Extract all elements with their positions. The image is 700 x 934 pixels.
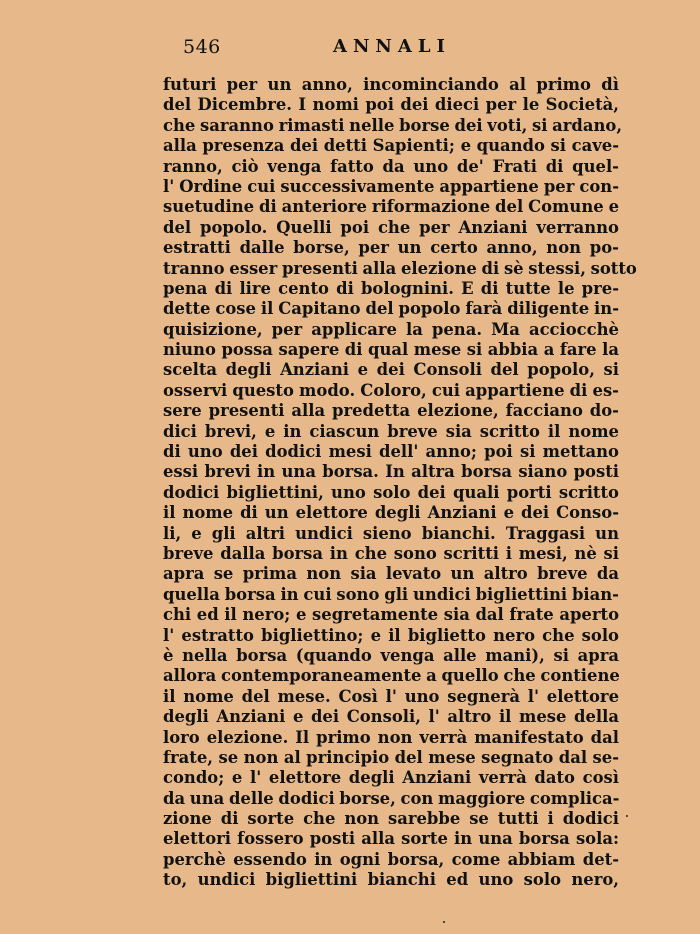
text-line: del Dicembre. I nomi poi dei dieci per le Società, xyxy=(163,95,619,115)
text-line: elettori fossero posti alla sorte in una borsa sola: xyxy=(163,829,619,849)
text-line: il nome di un elettore degli Anziani e dei Conso- xyxy=(163,503,619,523)
text-line: allora contemporaneamente a quello che contiene xyxy=(163,666,620,686)
text-line: futuri per un anno, incominciando al primo dì xyxy=(163,75,619,94)
text-line: chi ed il nero; e segretamente sia dal frate aperto xyxy=(163,605,619,625)
text-line: osservi questo modo. Coloro, cui appartiene di es- xyxy=(163,380,619,400)
text-line: frate, se non al principio del mese segnato dal se- xyxy=(163,747,619,767)
text-line: quella borsa in cui sono gli undici bigliettini bian- xyxy=(163,584,619,604)
text-line: condo; e l' elettore degli Anziani verrà dato così xyxy=(163,768,619,788)
ink-speck xyxy=(626,815,628,817)
text-line: quisizione, per applicare la pena. Ma acciocchè xyxy=(163,319,619,339)
text-line: suetudine di anteriore riformazione del Comune e xyxy=(163,197,619,217)
text-line: to, undici bigliettini bianchi ed uno solo nero, xyxy=(163,870,619,890)
text-line: dodici bigliettini, uno solo dei quali porti scritto xyxy=(163,482,619,502)
text-line: zione di sorte che non sarebbe se tutti i dodici xyxy=(163,809,619,829)
text-line: apra se prima non sia levato un altro breve da xyxy=(163,564,619,584)
text-line: li, e gli altri undici sieno bianchi. Traggasi un xyxy=(163,523,619,543)
text-line: l' Ordine cui successivamente appartiene per con- xyxy=(163,176,619,196)
text-line: che saranno rimasti nelle borse dei voti, si ardano, xyxy=(163,115,623,135)
text-line: scelta degli Anziani e dei Consoli del popolo, si xyxy=(163,360,619,380)
text-line: il nome del mese. Così l' uno segnerà l' elettore xyxy=(163,686,619,706)
running-title: ANNALI xyxy=(333,36,451,57)
text-line: è nella borsa (quando venga alle mani), si apra xyxy=(163,645,619,665)
ink-speck xyxy=(443,921,445,923)
text-line: estratti dalle borse, per un certo anno, non po- xyxy=(163,238,619,258)
text-line: tranno esser presenti alla elezione di sè stessi, sotto xyxy=(163,258,637,278)
text-line: niuno possa sapere di qual mese si abbia a fare la xyxy=(163,340,619,360)
body-text xyxy=(163,75,637,891)
text-line: dette cose il Capitano del popolo farà diligente in- xyxy=(163,299,619,319)
text-line: l' estratto bigliettino; e il biglietto nero che solo xyxy=(163,625,619,645)
text-line: sere presenti alla predetta elezione, facciano do- xyxy=(163,401,619,421)
text-line: loro elezione. Il primo non verrà manifestato dal xyxy=(163,727,619,747)
text-line: da una delle dodici borse, con maggiore complica- xyxy=(163,788,620,808)
text-line: perchè essendo in ogni borsa, come abbiam det- xyxy=(163,849,619,869)
page-number: 546 xyxy=(183,36,221,58)
text-line: breve dalla borsa in che sono scritti i mesi, nè si xyxy=(163,543,619,563)
text-line: degli Anziani e dei Consoli, l' altro il mese della xyxy=(163,707,619,727)
text-line: del popolo. Quelli poi che per Anziani verranno xyxy=(163,217,619,237)
page-header xyxy=(163,34,619,62)
text-line: pena di lire cento di bolognini. E di tutte le pre- xyxy=(163,278,619,298)
text-line: alla presenza dei detti Sapienti; e quando si cave- xyxy=(163,136,619,156)
text-line: ranno, ciò venga fatto da uno de' Frati di quel- xyxy=(163,156,619,176)
text-line: di uno dei dodici mesi dell' anno; poi si mettano xyxy=(163,442,619,462)
text-line: essi brevi in una borsa. In altra borsa siano posti xyxy=(163,462,619,482)
text-line: dici brevi, e in ciascun breve sia scritto il nome xyxy=(163,421,619,441)
